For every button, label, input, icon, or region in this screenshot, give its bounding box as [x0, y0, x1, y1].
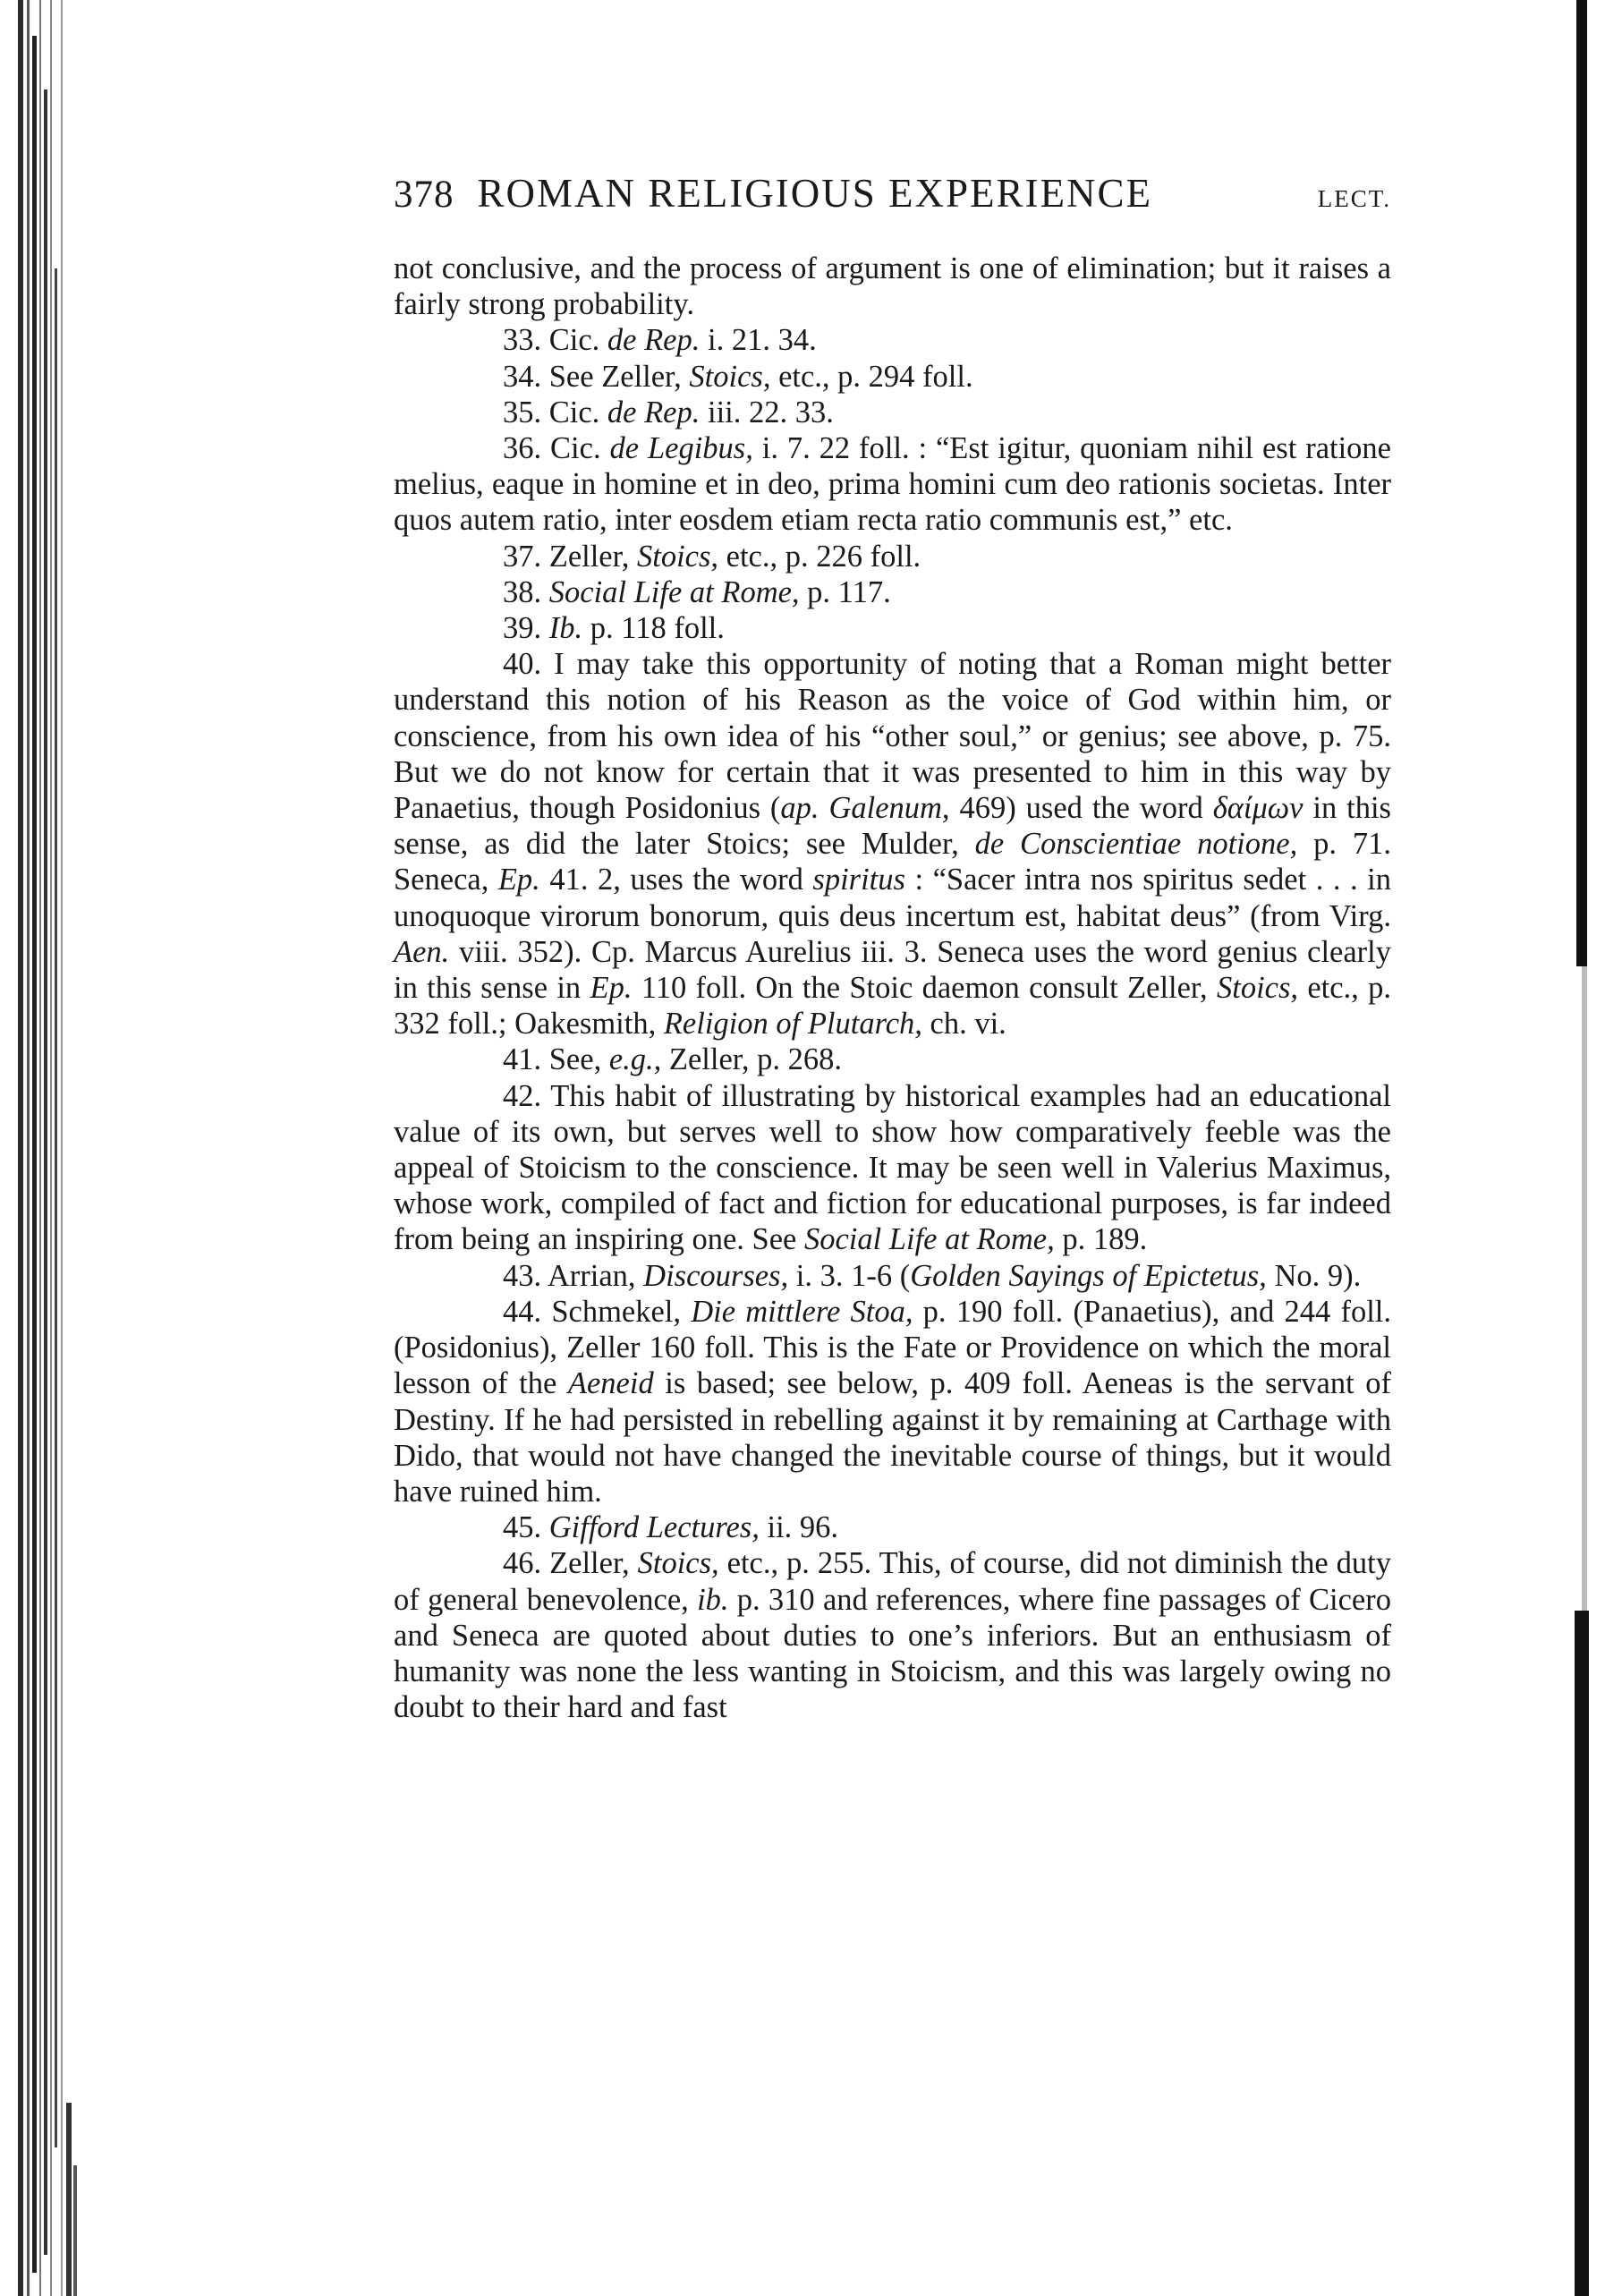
note-number: 36.: [503, 431, 542, 466]
notes-body: [394, 251, 1391, 1725]
note-43: 43. Arrian, Discourses, i. 3. 1-6 (Golden Sayings of Epictetus, No. 9).: [503, 1258, 1362, 1293]
note-45: 45. Gifford Lectures, ii. 96.: [503, 1510, 839, 1545]
note-number: 33.: [503, 323, 542, 358]
note-37: 37. Zeller, Stoics, etc., p. 226 foll.: [503, 539, 921, 574]
running-lecture-label: LECT.: [1317, 185, 1391, 212]
note-36: 36. Cic. de Legibus, i. 7. 22 foll. : “Est igitur, quoniam nihil est ratione melius, eaque in homine et in deo, prima homini cum deo rationis societas. Inter quos autem ratio, inter eosdem etiam recta ratio communis est,” etc.: [394, 431, 1391, 538]
binding-edge-shadow: [0, 0, 89, 2296]
note-number: 39.: [503, 611, 542, 646]
running-title: ROMAN RELIGIOUS EXPERIENCE: [477, 171, 1152, 216]
note-number: 35.: [503, 395, 542, 429]
note-46: 46. Zeller, Stoics, etc., p. 255. This, of course, did not diminish the duty of general benevolence, ib. p. 310 and references, where fine passages of Cicero and Seneca are quoted about duties to one’s inferiors. But an enthusiasm of humanity was none the less wanting in Stoicism, and this was largely owing no doubt to their hard and fast: [394, 1546, 1392, 1725]
note-42: 42. This habit of illustrating by historical examples had an educational value of its own, but serves well to show how comparatively feeble was the appeal of Stoicism to the conscience. It may be seen well in Valerius Maximus, whose work, compiled of fact and fiction for educational purposes, is far indeed from being an inspiring one. See Social Life at Rome, p. 189.: [394, 1078, 1391, 1257]
note-number: 37.: [503, 539, 542, 574]
note-35: 35. Cic. de Rep. iii. 22. 33.: [503, 395, 834, 429]
running-header: [394, 170, 1391, 231]
note-number: 38.: [503, 574, 542, 609]
note-40: 40. I may take this opportunity of noting that a Roman might better understand this notion of his Reason as the voice of God within him, or conscience, from his own idea of his “other soul,” or genius; see above, p. 75. But we do not know for certain that it was presented to him in this way by Panaetius, though Posidonius (ap. Galenum, 469) used the word δαίμων in this sense, as did the later Stoics; see Mulder, de Conscientiae notione, p. 71. Seneca, Ep. 41. 2, uses the word spiritus : “Sacer intra nos spiritus sedet . . . in unoquoque virorum bonorum, quis deus incertum est, habitat deus” (from Virg. Aen. viii. 352). Cp. Marcus Aurelius iii. 3. Seneca uses the word genius clearly in this sense in Ep. 110 foll. On the Stoic daemon consult Zeller, Stoics, etc., p. 332 foll.; Oakesmith, Religion of Plutarch, ch. vi.: [394, 647, 1392, 1042]
note-44: 44. Schmekel, Die mittlere Stoa, p. 190 foll. (Panaetius), and 244 foll. (Posidonius), Zeller 160 foll. This is the Fate or Providence on which the moral lesson of the Aeneid is based; see below, p. 409 foll. Aeneas is the servant of Destiny. If he had persisted in rebelling against it by remaining at Carthage with Dido, that would not have changed the inevitable course of things, but it would have ruined him.: [394, 1294, 1391, 1509]
note-34: 34. See Zeller, Stoics, etc., p. 294 foll.: [503, 359, 973, 394]
note-number: 46.: [503, 1546, 542, 1581]
note-38: 38. Social Life at Rome, p. 117.: [503, 574, 891, 609]
note-33: 33. Cic. de Rep. i. 21. 34.: [503, 323, 817, 358]
page-number: 378: [394, 174, 454, 216]
note-number: 42.: [503, 1078, 542, 1113]
note-number: 44.: [503, 1294, 542, 1329]
margin-edge-strip: [1569, 0, 1605, 2296]
note-number: 40.: [503, 647, 542, 682]
note-number: 43.: [503, 1258, 542, 1293]
note-number: 41.: [503, 1042, 542, 1077]
book-page: [394, 170, 1391, 1725]
note-number: 45.: [503, 1510, 542, 1545]
note-number: 34.: [503, 359, 542, 394]
greek-word: δαίμων: [1212, 791, 1304, 826]
continuation-paragraph: not conclusive, and the process of argument is one of elimination; but it raises a fairly strong probability.: [394, 251, 1391, 322]
note-41: 41. See, e.g., Zeller, p. 268.: [503, 1042, 843, 1077]
note-39: 39. Ib. p. 118 foll.: [503, 611, 725, 646]
